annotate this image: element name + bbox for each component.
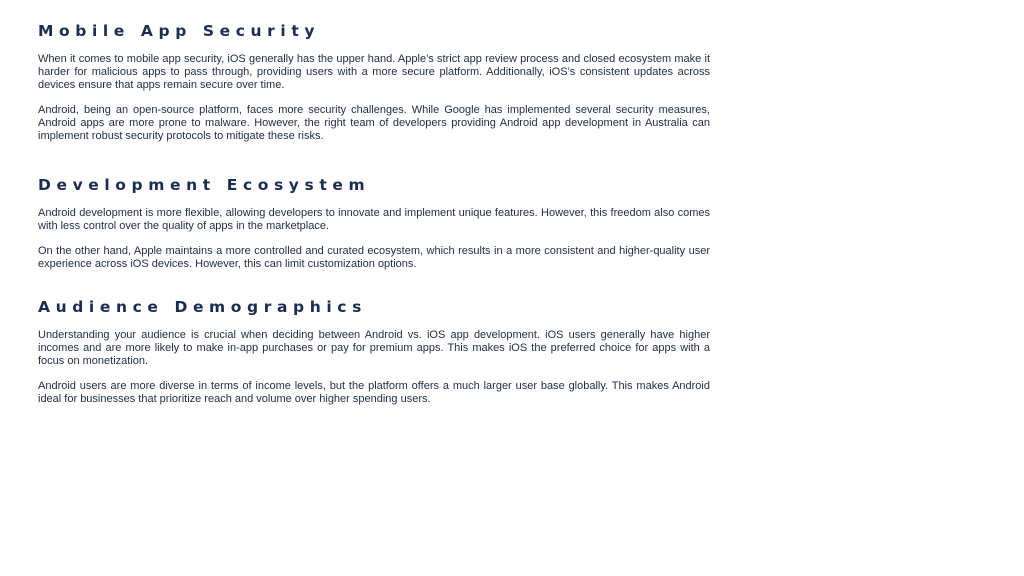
section-mobile-app-security — [38, 20, 710, 143]
paragraph: When it comes to mobile app security, iOS generally has the upper hand. Apple’s strict app review process and closed ecosystem make it harder for malicious apps to pass through, providing users with a more secure platform. Additionally, iOS’s consistent updates across devices ensure that apps remain secure over time. — [38, 53, 710, 91]
paragraph: Android development is more flexible, allowing developers to innovate and implement unique features. However, this freedom also comes with less control over the quality of apps in the marketplace. — [38, 206, 710, 232]
section-title: Audience Demographics — [38, 297, 367, 316]
paragraph: On the other hand, Apple maintains a more controlled and curated ecosystem, which results in a more consistent and higher-quality user experience across iOS devices. However, this can limit customization options. — [38, 245, 710, 271]
paragraph: Android users are more diverse in terms of income levels, but the platform offers a much larger user base globally. This makes Android ideal for businesses that prioritize reach and volume over higher spending users. — [38, 380, 710, 406]
section-development-ecosystem — [38, 174, 710, 271]
paragraph: Understanding your audience is crucial when deciding between Android vs. iOS app development. iOS users generally have higher incomes and are more likely to make in-app purchases or pay for premium apps. This makes iOS the preferred choice for apps with a focus on monetization. — [38, 328, 710, 367]
section-title: Mobile App Security — [38, 22, 321, 40]
paragraph: Android, being an open-source platform, faces more security challenges. While Google has implemented several security measures, Android apps are more prone to malware. However, the right team of developers providing Android app development in Australia can implement robust security protocols to mitigate these risks. — [38, 104, 710, 142]
section-audience-demographics — [38, 296, 710, 406]
section-title: Development Ecosystem — [38, 175, 371, 194]
article-content — [38, 20, 710, 406]
